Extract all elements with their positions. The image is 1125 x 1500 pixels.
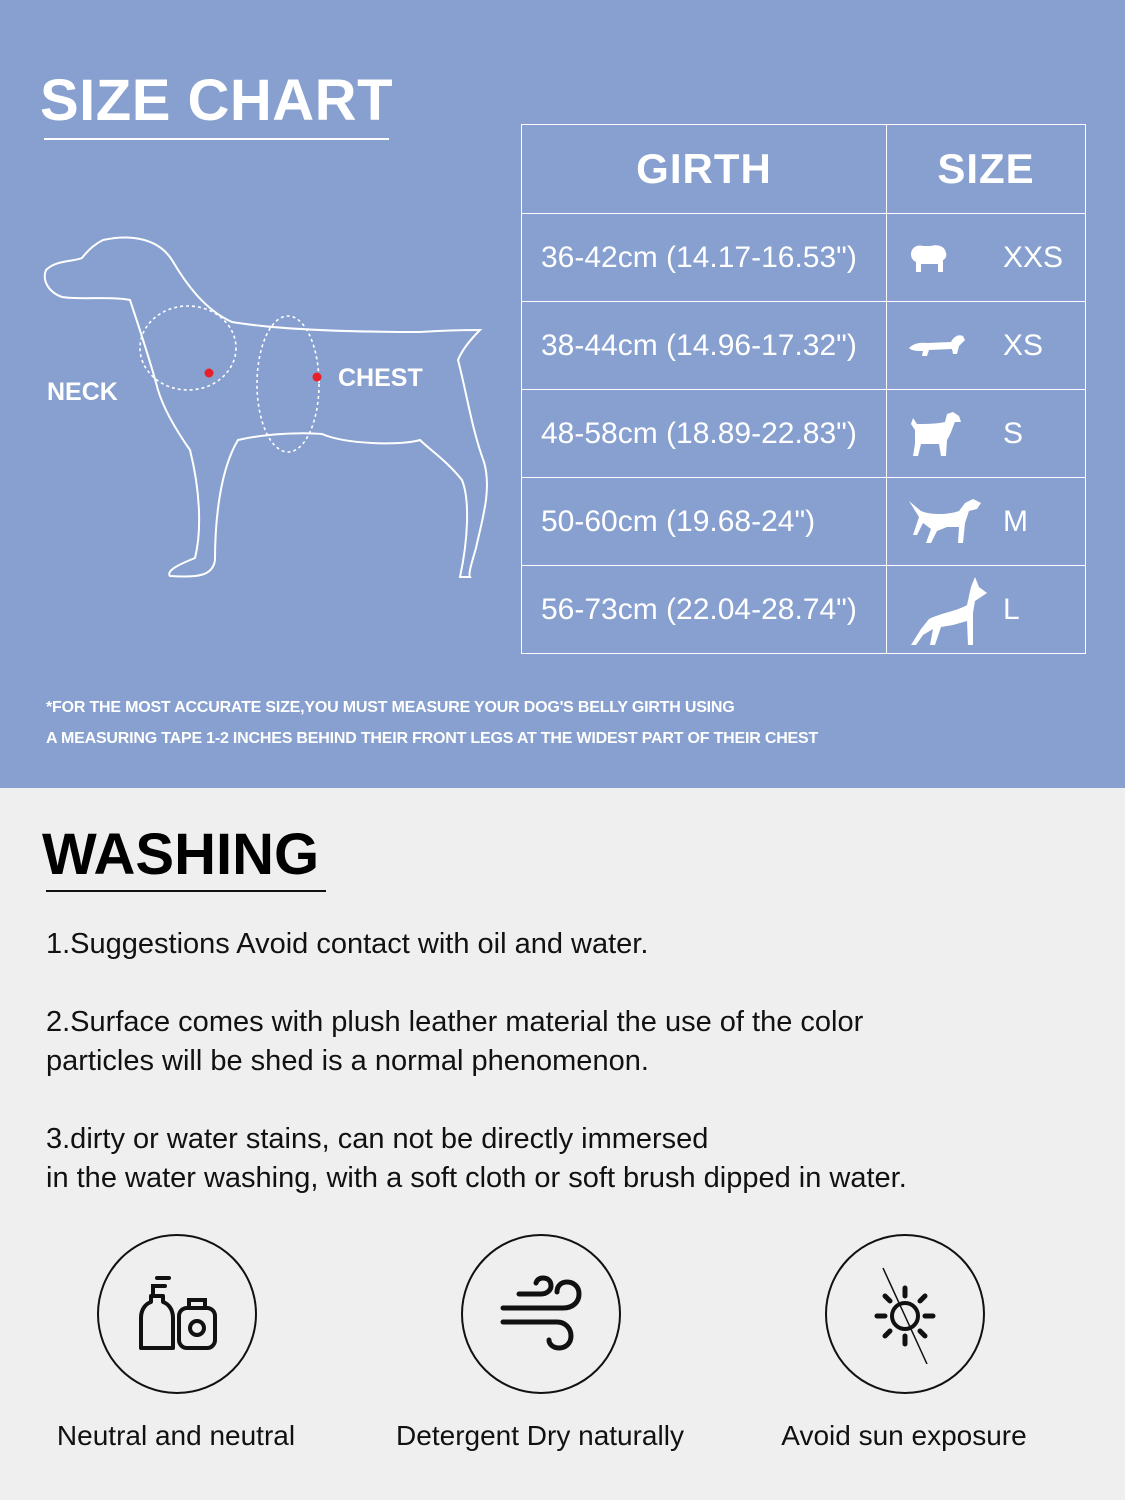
terrier-icon xyxy=(907,410,963,458)
instruction-line: in the water washing, with a soft cloth or soft brush dipped in water. xyxy=(46,1162,907,1194)
air-dry-circle xyxy=(461,1234,621,1394)
girth-header: GIRTH xyxy=(522,125,887,214)
size-label: S xyxy=(1003,416,1024,450)
size-header: SIZE xyxy=(887,125,1086,214)
table-row xyxy=(522,478,1086,566)
no-sun-icon xyxy=(855,1264,955,1364)
size-cell xyxy=(887,214,1086,302)
size-cell xyxy=(887,566,1086,654)
girth-cell: 38-44cm (14.96-17.32") xyxy=(522,302,887,390)
table-row xyxy=(522,302,1086,390)
wind-icon xyxy=(491,1264,591,1364)
detergent-circle xyxy=(97,1234,257,1394)
size-label: XXS xyxy=(1003,240,1064,274)
no-sun-circle xyxy=(825,1234,985,1394)
measurement-note xyxy=(46,692,818,754)
title-underline xyxy=(44,138,389,140)
size-cell xyxy=(887,478,1086,566)
detergent-bottles-icon xyxy=(127,1264,227,1364)
size-label: M xyxy=(1003,504,1028,538)
note-line: A MEASURING TAPE 1-2 INCHES BEHIND THEIR FRONT LEGS AT THE WIDEST PART OF THEIR CHEST xyxy=(46,730,819,747)
chest-label: CHEST xyxy=(338,364,423,392)
instruction-line: particles will be shed is a normal phenomenon. xyxy=(46,1045,649,1077)
pug-icon xyxy=(907,240,951,276)
table-row xyxy=(522,390,1086,478)
instruction-line: 2.Surface comes with plush leather material the use of the color xyxy=(46,1006,864,1038)
no-sun-caption: Avoid sun exposure xyxy=(781,1420,1027,1451)
neck-marker xyxy=(205,369,214,378)
table-header-row xyxy=(522,125,1086,214)
girth-cell: 48-58cm (18.89-22.83") xyxy=(522,390,887,478)
note-line: *FOR THE MOST ACCURATE SIZE,YOU MUST MEASURE YOUR DOG'S BELLY GIRTH USING xyxy=(46,699,735,716)
pointer-icon xyxy=(907,495,985,549)
chest-measure-line xyxy=(257,316,319,452)
air-dry-caption: Detergent Dry naturally xyxy=(396,1420,684,1451)
size-label: L xyxy=(1003,592,1020,626)
dachshund-icon xyxy=(907,328,967,364)
size-chart-title: SIZE CHART xyxy=(40,68,393,133)
dog-outline xyxy=(45,237,487,577)
girth-cell: 56-73cm (22.04-28.74") xyxy=(522,566,887,654)
table-row xyxy=(522,214,1086,302)
table-row xyxy=(522,566,1086,654)
size-cell xyxy=(887,302,1086,390)
washing-instruction-2 xyxy=(46,1003,863,1081)
detergent-caption: Neutral and neutral xyxy=(56,1420,296,1451)
title-underline xyxy=(46,890,326,892)
girth-cell: 50-60cm (19.68-24") xyxy=(522,478,887,566)
size-table xyxy=(521,124,1086,654)
neck-label: NECK xyxy=(47,378,118,406)
dog-measurement-diagram xyxy=(30,220,510,600)
size-label: XS xyxy=(1003,328,1044,362)
size-cell xyxy=(887,390,1086,478)
washing-title: WASHING xyxy=(42,822,320,887)
washing-instruction-1: 1.Suggestions Avoid contact with oil and water. xyxy=(46,928,649,960)
instruction-line: 3.dirty or water stains, can not be directly immersed xyxy=(46,1123,709,1155)
doberman-icon xyxy=(907,573,991,647)
chest-marker xyxy=(313,373,322,382)
girth-cell: 36-42cm (14.17-16.53") xyxy=(522,214,887,302)
washing-instruction-3 xyxy=(46,1120,907,1198)
